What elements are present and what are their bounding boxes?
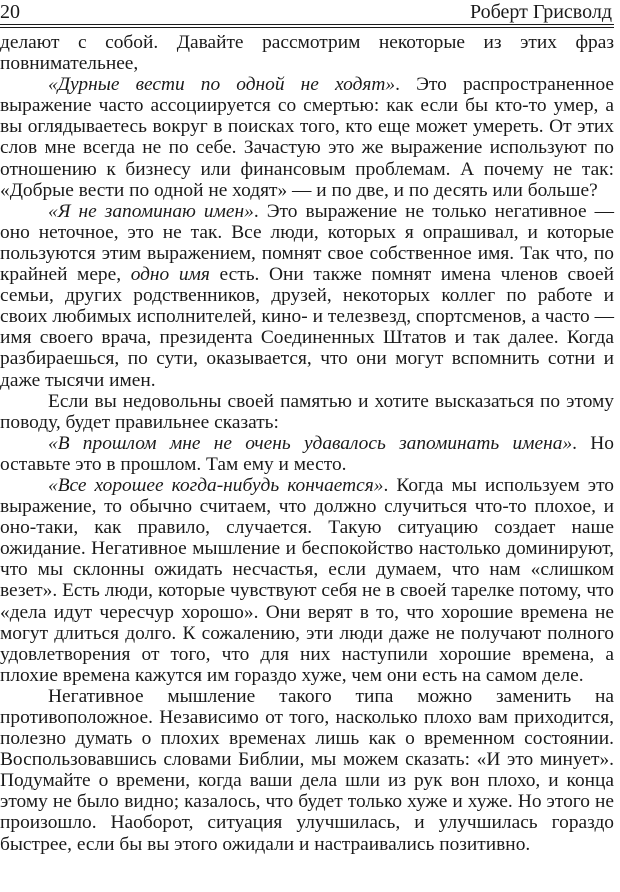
paragraph xyxy=(0,475,614,686)
text-run: . Это распространенное выражение часто ассоциируется со смертью: как если бы кто-то умер, а вы оглядываетесь вокруг в поисках того, кто еще может умереть. От этих слов мне всегда не по себе. Зачастую это же выражение используют по отношению к бизнесу или финансовым проблемам. А почему не так: «Добрые вести по одной не ходят» — и по две, и по десять или больше? xyxy=(0,74,614,201)
text-run: есть. Они также помнят имена членов своей семьи, других родственников, друзей, некоторых коллег по работе и своих любимых исполнителей, кино- и телезвезд, спортсменов, а часто — имя своего врача, президента Соединенных Штатов и так далее. Когда разбираешься, по сути, оказывается, что они могут вспомнить сотни и даже тысячи имен. xyxy=(0,264,615,391)
paragraph xyxy=(0,201,614,391)
italic-text: «В прошлом мне не очень удавалось запоминать имена» xyxy=(48,432,573,454)
text-run: Негативное мышление такого типа можно заменить на противоположное. Независимо от того, насколько плохо вам приходится, полезно думать о плохих временах лишь как о временном состоянии. Воспользовавшись словами Библии, мы можем сказать: «И это минует». Подумайте о времени, когда ваши дела шли из рук вон плохо, и конца этому не было видно; казалось, что будет только хуже и хуже. Но этого не произошло. Наоборот, ситуация улучшилась, и улучшилась гораздо быстрее, если бы вы этого ожидали и настраивались позитивно. xyxy=(0,685,614,855)
header-rule xyxy=(0,24,614,28)
text-run: делают с собой. Давайте рассмотрим некоторые из этих фраз повнимательнее, xyxy=(0,32,614,75)
page-number: 20 xyxy=(0,1,20,23)
italic-text: «Я не запоминаю имен» xyxy=(48,200,254,222)
paragraph xyxy=(0,391,614,433)
text-run: . Но оставьте это в прошлом. Там ему и место. xyxy=(0,432,614,475)
text-run: . Это выражение не только негативное — оно неточное, это не так. Все люди, которых я опрашивал, и которые пользуются этим выражением, помнят свое собственное имя. Так что, по крайней мере, xyxy=(0,200,615,286)
paragraph xyxy=(0,32,614,74)
running-title: Роберт Грисволд xyxy=(470,1,612,23)
paragraph xyxy=(0,74,614,201)
text-run: Если вы недовольны своей памятью и хотите высказаться по этому поводу, будет правильнее сказать: xyxy=(0,390,614,433)
paragraph xyxy=(0,433,614,475)
italic-text: «Дурные вести по одной не ходят» xyxy=(48,74,396,96)
page-body xyxy=(0,32,614,855)
italic-text: «Все хорошее когда-нибудь кончается» xyxy=(48,474,384,496)
italic-text: одно имя xyxy=(130,264,210,286)
paragraph xyxy=(0,686,614,855)
page-header xyxy=(0,0,614,24)
text-run: . Когда мы используем это выражение, то обычно считаем, что должно случиться что-то плохое, и оно-таки, как правило, случается. Такую ситуацию создает наше ожидание. Негативное мышление и беспокойство настолько доминируют, что мы склонны ожидать несчастья, если думаем, что нам «слишком везет». Есть люди, которые чувствуют себя не в своей тарелке потому, что «дела идут чересчур хорошо». Они верят в то, что хорошие времена не могут длиться долго. К сожалению, эти люди даже не получают полного удовлетворения от того, что для них наступили хорошие времена, а плохие времена кажутся им гораздо хуже, чем они есть на самом деле. xyxy=(0,474,614,686)
